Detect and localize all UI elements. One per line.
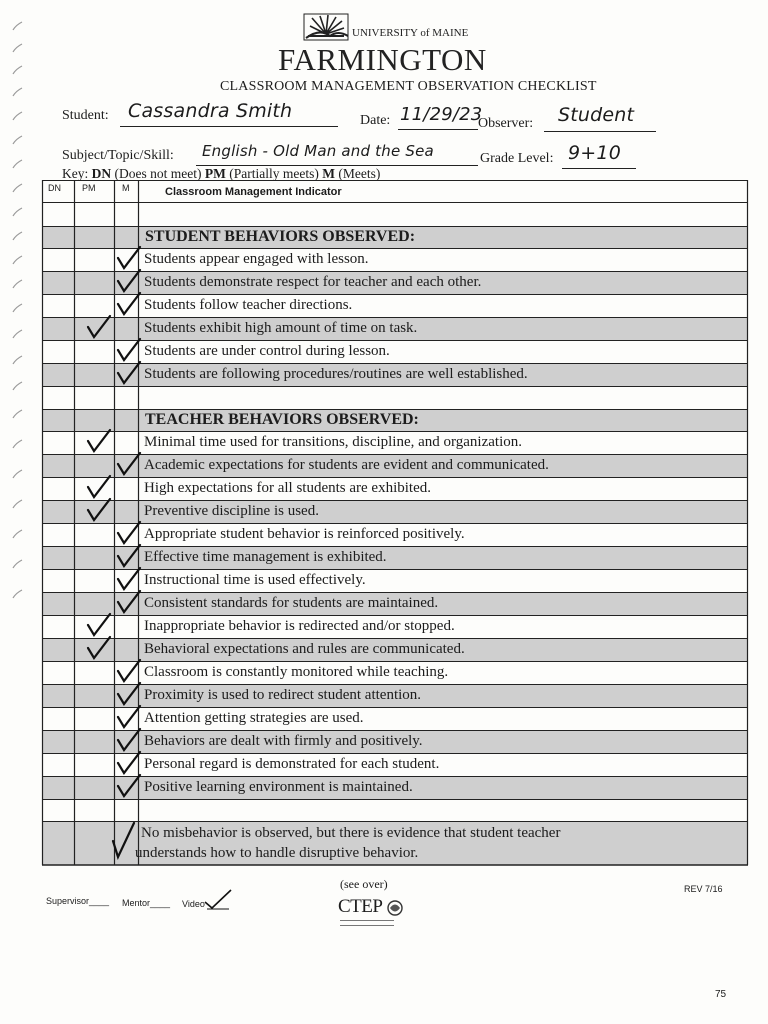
indicator-text: Students follow teacher directions. [144, 297, 353, 313]
indicator-text: Classroom is constantly monitored while teaching. [144, 664, 449, 680]
form-title: CLASSROOM MANAGEMENT OBSERVATION CHECKLIST [220, 79, 597, 94]
supervisor-label: Supervisor____ [46, 896, 110, 906]
indicator-text-line2: understands how to handle disruptive behavior. [135, 845, 419, 861]
indicator-text: Proximity is used to redirect student attention. [144, 687, 422, 703]
observer-field[interactable] [544, 103, 656, 132]
checkmark-icon [86, 429, 112, 455]
checkbox-m[interactable] [110, 821, 136, 861]
checkmark-icon [116, 774, 142, 800]
indicator-text: Behaviors are dealt with firmly and positively. [144, 733, 423, 749]
university-name: UNIVERSITY of MAINE [352, 27, 469, 39]
student-label: Student: [62, 108, 109, 123]
key-m: M [322, 166, 335, 181]
checkbox-m[interactable] [116, 452, 142, 476]
indicator-text: Students exhibit high amount of time on task. [144, 320, 418, 336]
column-header-pm: PM [82, 183, 96, 193]
checkmark-icon [116, 590, 142, 616]
checkmark-icon [116, 452, 142, 478]
grade-field[interactable] [562, 141, 636, 169]
ctep-tagline-rule [340, 920, 394, 926]
checkbox-m[interactable] [116, 705, 142, 729]
checkbox-m[interactable] [116, 682, 142, 706]
logo-graphic [278, 12, 490, 77]
subject-value: English - Old Man and the Sea [202, 142, 434, 160]
column-header-indicator: Classroom Management Indicator [165, 186, 342, 198]
indicator-text: Inappropriate behavior is redirected and/or stopped. [144, 618, 455, 634]
checkbox-m[interactable] [116, 338, 142, 362]
indicator-text: Students are following procedures/routines are well established. [144, 366, 528, 382]
revision-label: REV 7/16 [684, 884, 723, 894]
campus-name: FARMINGTON [278, 42, 487, 77]
indicator-text: Positive learning environment is maintained. [144, 779, 413, 795]
indicator-text: Instructional time is used effectively. [144, 572, 366, 588]
sunburst-icon [304, 14, 348, 40]
subject-label: Subject/Topic/Skill: [62, 148, 174, 163]
checkbox-m[interactable] [116, 659, 142, 683]
checkbox-m[interactable] [116, 751, 142, 775]
indicator-text: Personal regard is demonstrated for each student. [144, 756, 440, 772]
checkbox-pm[interactable] [86, 475, 112, 499]
indicator-text: Appropriate student behavior is reinforced positively. [144, 526, 465, 542]
student-value: Cassandra Smith [128, 100, 293, 122]
grade-label: Grade Level: [480, 151, 554, 166]
key-pm: PM [204, 166, 226, 181]
column-header-dn: DN [48, 183, 61, 193]
checkmark-icon [86, 498, 112, 524]
checkmark-icon [116, 361, 142, 387]
supervisor-option[interactable] [46, 896, 109, 906]
key-dn: DN [91, 166, 112, 181]
key-prefix: Key: [62, 166, 89, 181]
indicator-text: Attention getting strategies are used. [144, 710, 364, 726]
date-label: Date: [360, 113, 391, 128]
checkbox-m[interactable] [116, 521, 142, 545]
checkbox-m[interactable] [116, 728, 142, 752]
video-label: Video [182, 899, 205, 909]
checkbox-pm[interactable] [86, 429, 112, 453]
binder-marks [4, 0, 34, 640]
grade-value: 9+10 [568, 142, 621, 164]
checkbox-m[interactable] [116, 544, 142, 568]
indicator-text: Students are under control during lesson. [144, 343, 390, 359]
indicator-text: Students appear engaged with lesson. [144, 251, 369, 267]
date-field[interactable] [398, 102, 483, 130]
mentor-option[interactable] [122, 898, 170, 908]
video-checkmark-icon [203, 888, 233, 914]
indicator-text: Preventive discipline is used. [144, 503, 319, 519]
see-over-note: (see over) [340, 877, 388, 891]
observer-value: Student [558, 104, 635, 126]
checkbox-pm[interactable] [86, 636, 112, 660]
university-logo [278, 12, 490, 77]
key-m-text: (Meets) [338, 166, 381, 181]
date-value: 11/29/23 [400, 104, 483, 125]
checkbox-m[interactable] [116, 567, 142, 591]
ctep-logo [338, 896, 408, 928]
section-title: TEACHER BEHAVIORS OBSERVED: [145, 411, 419, 428]
page-number: 75 [715, 989, 727, 1000]
student-field[interactable] [120, 98, 338, 127]
checkbox-pm[interactable] [86, 315, 112, 339]
binder-ticks-icon [4, 0, 34, 640]
subject-field[interactable] [196, 138, 478, 166]
checkmark-icon [86, 636, 112, 662]
indicator-text: Consistent standards for students are maintained. [144, 595, 439, 611]
checkbox-m[interactable] [116, 590, 142, 614]
checkmark-icon [116, 292, 142, 318]
observer-label: Observer: [478, 116, 534, 131]
section-title: STUDENT BEHAVIORS OBSERVED: [145, 228, 416, 245]
column-header-m: M [122, 183, 130, 193]
ctep-emblem-icon [386, 899, 406, 917]
indicator-text: Behavioral expectations and rules are communicated. [144, 641, 465, 657]
checkbox-m[interactable] [116, 269, 142, 293]
indicator-text: Students demonstrate respect for teacher and each other. [144, 274, 482, 290]
indicator-text: Minimal time used for transitions, discipline, and organization. [144, 434, 522, 450]
checkbox-pm[interactable] [86, 498, 112, 522]
checkbox-pm[interactable] [86, 613, 112, 637]
checkbox-m[interactable] [116, 292, 142, 316]
video-option[interactable] [182, 899, 205, 909]
key-pm-text: (Partially meets) [229, 166, 319, 181]
mentor-label: Mentor____ [122, 898, 171, 908]
indicator-text-line1: No misbehavior is observed, but there is evidence that student teacher [141, 825, 561, 841]
checkbox-m[interactable] [116, 246, 142, 270]
checkmark-icon [110, 821, 136, 861]
checkbox-m[interactable] [116, 774, 142, 798]
checklist-table [42, 180, 748, 870]
checkmark-icon [86, 315, 112, 341]
ctep-wordmark: CTEP [338, 896, 383, 917]
indicator-text: Academic expectations for students are evident and communicated. [144, 457, 549, 473]
key-dn-text: (Does not meet) [114, 166, 202, 181]
indicator-text: High expectations for all students are exhibited. [144, 480, 431, 496]
checkbox-m[interactable] [116, 361, 142, 385]
indicator-text: Effective time management is exhibited. [144, 549, 387, 565]
